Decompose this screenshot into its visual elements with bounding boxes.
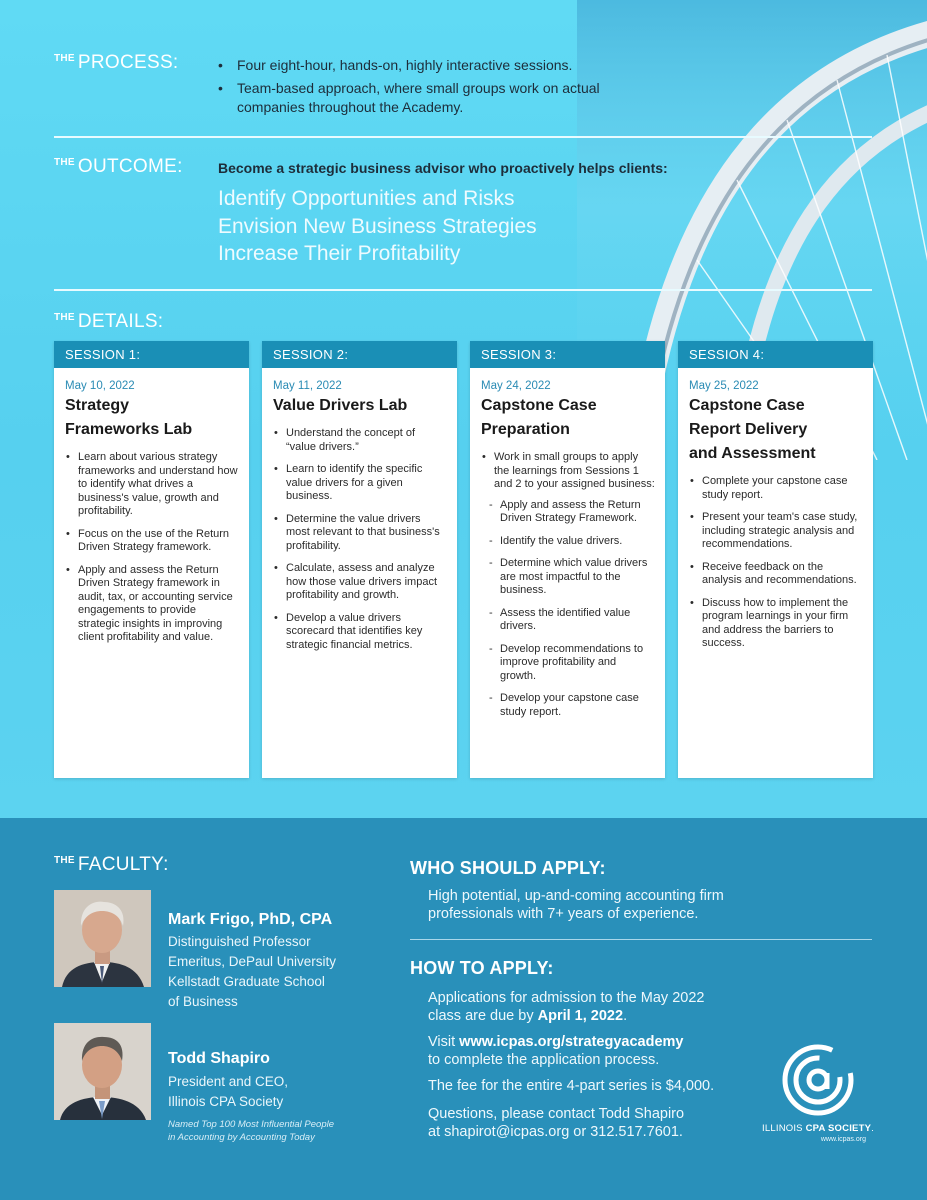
session-title-line: Value Drivers Lab [273, 397, 408, 414]
process-section-label [54, 52, 179, 74]
session-date: May 11, 2022 [273, 380, 342, 392]
deadline-line: Applications for admission to the May 2022 [428, 990, 705, 1006]
the-prefix: THE [54, 157, 75, 168]
visit-prefix: Visit [428, 1034, 460, 1050]
faculty-role [168, 1072, 288, 1112]
session-item-list [689, 475, 863, 651]
who-should-apply-text [428, 887, 788, 923]
details-section-label [54, 311, 163, 333]
outcome-heading: OUTCOME: [77, 156, 183, 177]
who-line: High potential, up-and-coming accounting firm [428, 888, 724, 904]
application-link[interactable]: www.icpas.org/strategyacademy [459, 1034, 684, 1050]
session-card-1 [54, 341, 249, 778]
session-card-4 [678, 341, 873, 778]
the-prefix: THE [54, 53, 75, 64]
session-title-line: Strategy [65, 397, 130, 414]
session-title [273, 394, 447, 418]
list-item: • Focus on the use of the Return Driven Strategy framework. [65, 528, 239, 555]
logo-mark: . [871, 1123, 874, 1134]
session-item-list [65, 451, 239, 645]
faculty-and-apply-panel [0, 818, 927, 1200]
process-heading: PROCESS: [77, 52, 179, 73]
sub-list-item: - Develop your capstone case study report. [489, 692, 655, 719]
faculty-note-line: Named Top 100 Most Influential People [168, 1119, 335, 1130]
session-title-line: Report Delivery [689, 421, 808, 438]
details-heading: DETAILS: [77, 311, 164, 332]
session-title-line: Capstone Case [481, 397, 597, 414]
session-title [689, 394, 863, 466]
sub-list-item: - Apply and assess the Return Driven Strategy Framework. [489, 499, 655, 526]
the-prefix: THE [54, 855, 75, 866]
session-header: SESSION 2: [262, 341, 457, 368]
session-title [481, 394, 655, 442]
session-date: May 10, 2022 [65, 380, 135, 392]
who-should-apply-heading: WHO SHOULD APPLY: [410, 858, 606, 878]
faculty-name: Todd Shapiro [168, 1050, 270, 1067]
questions-contact-text [428, 1105, 788, 1141]
faculty-note-line: in Accounting by Accounting Today [168, 1132, 315, 1143]
deadline-line: class are due by [428, 1008, 538, 1024]
session-header: SESSION 4: [678, 341, 873, 368]
list-item: • Team-based approach, where small groups work on actual companies throughout the Academy. [218, 79, 638, 117]
illinois-cpa-society-logo [748, 1043, 888, 1143]
session-title-line: Capstone Case [689, 397, 805, 414]
section-divider [54, 136, 872, 138]
session-subitem-list [481, 499, 655, 720]
outcome-lead-text: Become a strategic business advisor who proactively helps clients: [218, 160, 668, 176]
logo-name-bold: CPA SOCIETY [805, 1123, 872, 1134]
logo-url: www.icpas.org [820, 1136, 866, 1143]
faculty-heading: FACULTY: [77, 854, 169, 875]
visit-suffix: to complete the application process. [428, 1052, 660, 1068]
sub-list-item: - Develop recommendations to improve profitability and growth. [489, 643, 655, 684]
faculty-photo-todd-shapiro [54, 1023, 151, 1120]
list-item: • Understand the concept of “value drivers.” [273, 427, 447, 454]
session-card-3 [470, 341, 665, 778]
session-card-2 [262, 341, 457, 778]
questions-line: at shapirot@icpas.org or 312.517.7601. [428, 1124, 683, 1140]
list-item: • Apply and assess the Return Driven Strategy framework in audit, tax, or accounting service engagements to provide strategic insights in improving client profitability and value. [65, 564, 239, 645]
session-date: May 24, 2022 [481, 380, 551, 392]
deadline-date: April 1, 2022 [537, 1008, 624, 1024]
list-item: • Learn about various strategy frameworks and understand how to identify what drives a business's value, growth and profitability. [65, 451, 239, 519]
cpa-society-at-icon [781, 1043, 855, 1117]
session-date: May 25, 2022 [689, 380, 759, 392]
list-item: • Four eight-hour, hands-on, highly interactive sessions. [218, 56, 638, 75]
application-url-text [428, 1033, 788, 1069]
list-item: • Learn to identify the specific value drivers for a given business. [273, 463, 447, 504]
list-item: • Receive feedback on the analysis and recommendations. [689, 561, 863, 588]
list-item: • Discuss how to implement the program learnings in your firm and address the barriers to success. [689, 597, 863, 651]
faculty-section-label [54, 854, 169, 876]
application-deadline-text [428, 989, 788, 1025]
faculty-photo-mark-frigo [54, 890, 151, 987]
process-bullet-list [218, 56, 638, 121]
how-to-apply-heading: HOW TO APPLY: [410, 958, 554, 978]
session-header: SESSION 3: [470, 341, 665, 368]
outcome-goal-list [218, 185, 537, 268]
sub-list-item: - Assess the identified value drivers. [489, 607, 655, 634]
session-item-list [481, 451, 655, 492]
faculty-role-line: Emeritus, DePaul University [168, 954, 337, 969]
section-divider [54, 289, 872, 291]
session-title [65, 394, 239, 442]
goal-item: Envision New Business Strategies [218, 214, 537, 238]
logo-wordmark [748, 1123, 888, 1134]
questions-line: Questions, please contact Todd Shapiro [428, 1106, 685, 1122]
faculty-role-line: Illinois CPA Society [168, 1094, 284, 1109]
session-item-list [273, 427, 447, 652]
list-item: • Work in small groups to apply the learnings from Sessions 1 and 2 to your assigned business: [481, 451, 655, 492]
list-item: • Present your team's case study, including strategic analysis and recommendations. [689, 511, 863, 552]
list-item: • Calculate, assess and analyze how those value drivers impact profitability and growth. [273, 562, 447, 603]
goal-item: Identify Opportunities and Risks [218, 187, 515, 210]
who-line: professionals with 7+ years of experience. [428, 906, 699, 922]
sub-list-item: - Determine which value drivers are most impactful to the business. [489, 557, 655, 598]
faculty-honor-note [168, 1118, 334, 1144]
list-item: • Complete your capstone case study report. [689, 475, 863, 502]
list-item: • Develop a value drivers scorecard that identifies key strategic financial metrics. [273, 612, 447, 653]
faculty-role-line: of Business [168, 994, 238, 1009]
faculty-role-line: President and CEO, [168, 1074, 289, 1089]
faculty-role [168, 932, 336, 1012]
fee-text: The fee for the entire 4-part series is $4,000. [428, 1078, 715, 1094]
session-title-line: and Assessment [689, 445, 816, 462]
session-header: SESSION 1: [54, 341, 249, 368]
faculty-name: Mark Frigo, PhD, CPA [168, 911, 333, 928]
the-prefix: THE [54, 312, 75, 323]
faculty-role-line: Kellstadt Graduate School [168, 974, 325, 989]
goal-item: Increase Their Profitability [218, 242, 461, 265]
outcome-section-label [54, 156, 183, 178]
apply-divider [410, 939, 872, 940]
sub-list-item: - Identify the value drivers. [489, 535, 655, 549]
list-item: • Determine the value drivers most relevant to that business's profitability. [273, 513, 447, 554]
faculty-role-line: Distinguished Professor [168, 934, 311, 949]
deadline-period: . [623, 1008, 628, 1024]
logo-name-prefix: ILLINOIS [762, 1123, 806, 1134]
session-title-line: Preparation [481, 421, 570, 438]
session-title-line: Frameworks Lab [65, 421, 193, 438]
